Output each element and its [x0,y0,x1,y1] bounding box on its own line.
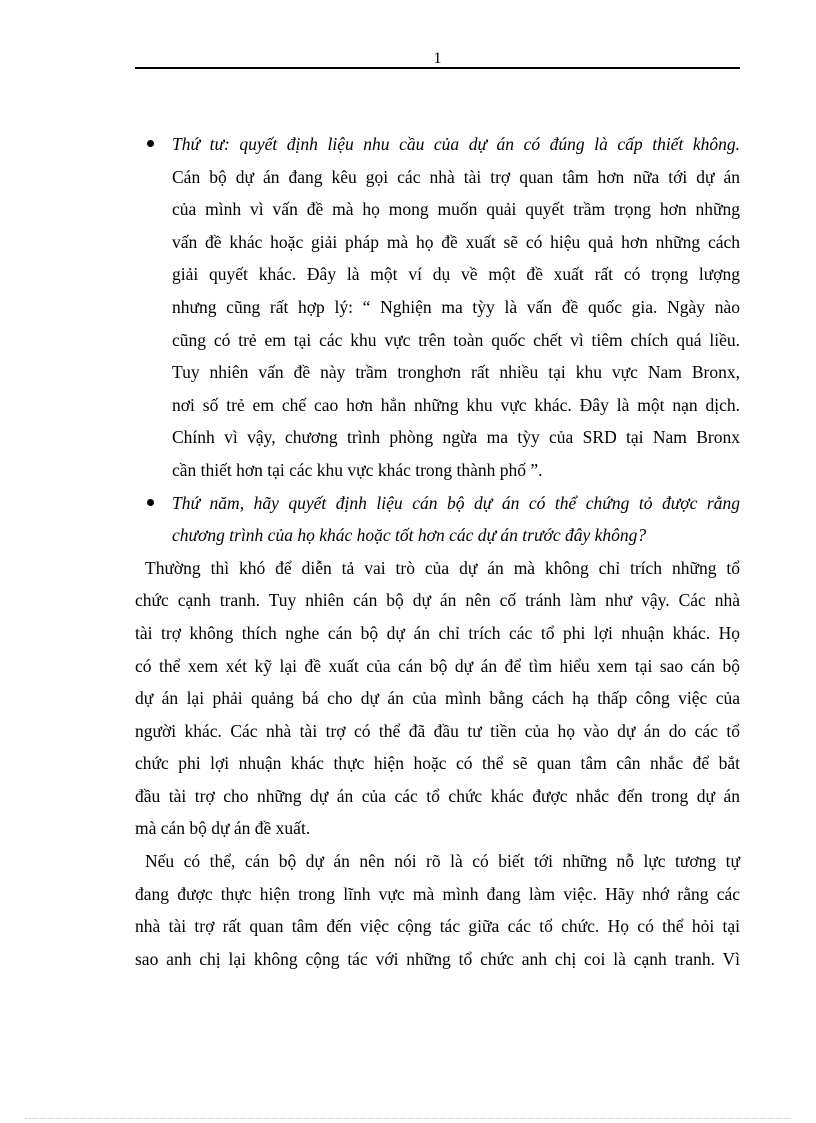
bullet-heading-line: chương trình của họ khác hoặc tốt hơn các dự án trước đây không? [172,525,647,546]
paragraph-line: nhà tài trợ rất quan tâm đến việc cộng tác giữa các tổ chức. Họ có thể hỏi tại [135,916,740,937]
page-number: 1 [433,50,442,67]
bullet-icon [147,499,154,506]
bullet-list [135,128,740,552]
document-body [135,128,740,975]
bullet-text-line: Cán bộ dự án đang kêu gọi các nhà tài trợ quan tâm hơn nữa tới dự án [172,166,740,187]
paragraph-line: đang được thực hiện trong lĩnh vực mà mình đang làm việc. Hãy nhớ rằng các [135,883,740,904]
bullet-icon [147,140,154,147]
paragraph-line: chức cạnh tranh. Tuy nhiên cán bộ dự án nên cố tránh làm như vậy. Các nhà [135,590,740,611]
bullet-text-line: vấn đề khác hoặc giải pháp mà họ đề xuất sẽ có hiệu quả hơn những cách [172,231,740,252]
paragraph-line: dự án lại phải quảng bá cho dự án của mình bằng cách hạ thấp công việc của [135,688,740,709]
paragraph-line: có thể xem xét kỹ lại đề xuất của cán bộ dự án để tìm hiểu xem tại sao cán bộ [135,655,740,676]
paragraph-line: đầu tài trợ cho những dự án của các tổ chức khác được nhắc đến trong dự án [135,785,740,806]
bullet-item-fourth [135,128,740,487]
bullet-text-line: cần thiết hơn tại các khu vực khác trong thành phố ”. [172,459,543,480]
paragraph-collaboration [135,845,740,975]
paragraph-criticism [135,552,740,845]
paragraph-line: Thường thì khó để diễn tả vai trò của dự án mà không chỉ trích những tổ [145,557,740,578]
paragraph-line: tài trợ không thích nghe cán bộ dự án chỉ trích các tổ phi lợi nhuận khác. Họ [135,622,740,643]
header-rule [135,67,740,69]
bullet-text-line: Tuy nhiên vấn đề này trầm tronghơn rất nhiều tại khu vực Nam Bronx, [172,362,740,383]
paragraph-line: người khác. Các nhà tài trợ có thể đã đầu tư tiền của họ vào dự án do các tổ [135,720,740,741]
paragraph-line: sao anh chị lại không cộng tác với những tổ chức anh chị coi là cạnh tranh. Vì [135,948,740,969]
bullet-heading-line: Thứ năm, hãy quyết định liệu cán bộ dự án có thể chứng tỏ được rằng [172,492,740,513]
paragraph-line: chức phi lợi nhuận khác thực hiện hoặc có thể sẽ quan tâm cân nhắc để bắt [135,753,740,774]
footer-rule [25,1118,791,1119]
paragraph-line: mà cán bộ dự án đề xuất. [135,818,311,839]
bullet-text-line: nhưng cũng rất hợp lý: “ Nghiện ma tỳy là vấn đề quốc gia. Ngày nào [172,296,740,317]
paragraph-line: Nếu có thể, cán bộ dự án nên nói rõ là có biết tới những nỗ lực tương tự [145,851,740,872]
bullet-text-line: nơi số trẻ em chế cao hơn hẳn những khu vực khác. Đây là một nạn dịch. [172,394,740,415]
bullet-heading-line: Thứ tư: quyết định liệu nhu cầu của dự án có đúng là cấp thiết không. [172,134,740,154]
bullet-text-line: của mình vì vấn đề mà họ mong muốn quải quyết trầm trọng hơn những [172,199,740,220]
bullet-item-fifth [135,487,740,552]
bullet-text-line: Chính vì vậy, chương trình phòng ngừa ma tỳy của SRD tại Nam Bronx [172,427,740,448]
bullet-text-line: cũng có trẻ em tại các khu vực trên toàn quốc chết vì tiêm chích quá liều. [172,329,740,350]
bullet-text-line: giải quyết khác. Đây là một ví dụ về một đề xuất rất có trọng lượng [172,264,740,285]
